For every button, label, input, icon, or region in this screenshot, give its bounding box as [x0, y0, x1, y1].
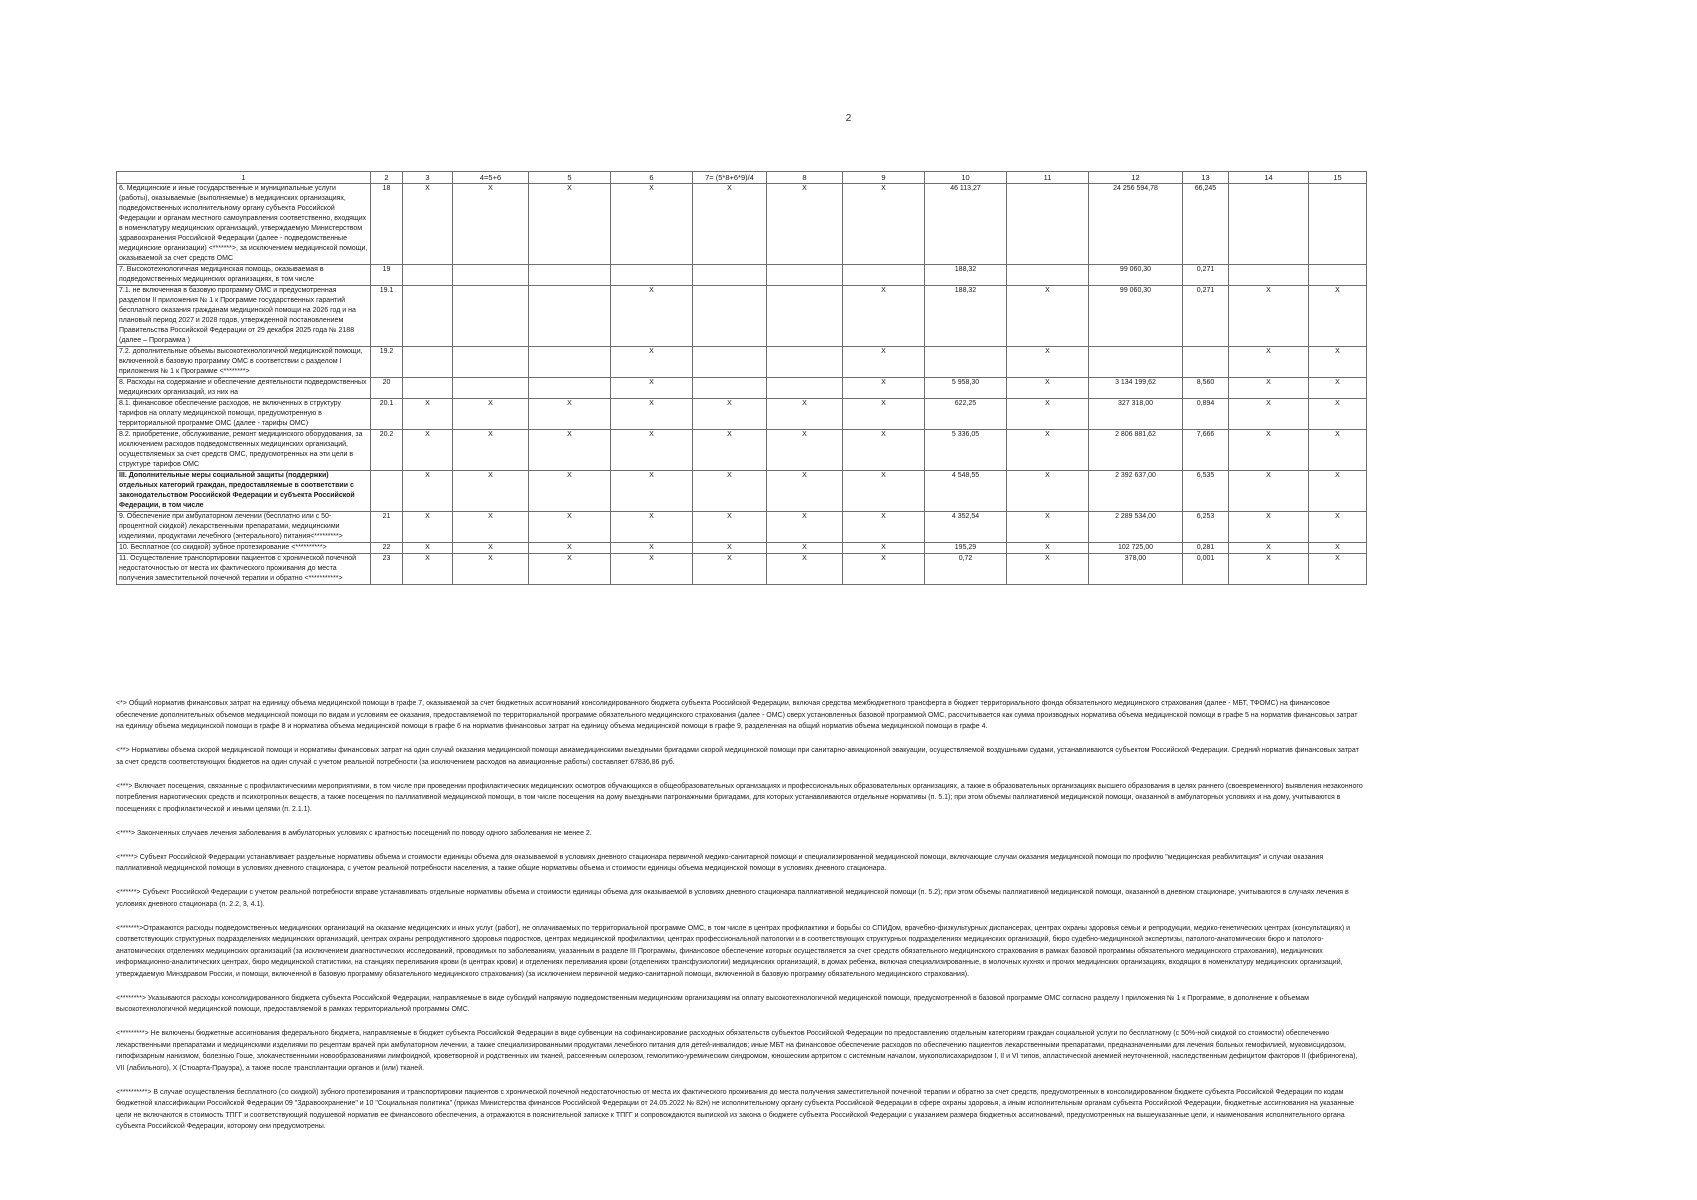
footnote: <**********> В случае осуществления бесплатного (со скидкой) зубного протезирования и транспортировки пациентов с хронической почечной недостаточностью от места их фактического проживания до места получения заместительной почечной терапии и обратно за счет средств, предусмотренных в консолидированном бюджете субъекта Российской Федерации по кодам бюджетной классификации Российской Федерации 09 "Здравоохранение" и 10 "Социальная политика" (приказ Министерства финансов Российской Федерации от 24.05.2022 № 82н) не исполнительному органу субъекта Российской Федерации в сфере охраны здоровья, а иным исполнительным органам субъекта Российской Федерации, бюджетные ассигнования на указанные цели не включаются в стоимость ТПГГ и соответствующий подушевой норматив ее финансового обеспечения, а отражаются в пояснительной записке к ТПГГ и сопровождаются выпиской из закона о бюджете субъекта Российской Федерации с указанием размера бюджетных ассигнований, предусмотренных на вышеуказанные цели, и наименования исполнительного органа субъекта Российской Федерации, которому они предусмотрены. [116, 1088, 1354, 1130]
table-cell: X [693, 543, 767, 554]
table-cell: X [767, 512, 843, 543]
table-cell: 0,271 [1183, 265, 1229, 286]
table-cell: 99 060,30 [1089, 265, 1183, 286]
table-cell: 46 113,27 [925, 184, 1007, 265]
footnote: <****> Законченных случаев лечения заболевания в амбулаторных условиях с кратностью посещений по поводу одного заболевания не менее 2. [116, 829, 592, 837]
table-cell [693, 378, 767, 399]
table-cell: X [403, 543, 453, 554]
table-cell: X [611, 543, 693, 554]
row-description-cell: 7.2. дополнительные объемы высокотехнологичной медицинской помощи, включенной в базовую программу ОМС в соответствии с разделом I приложения № 1 к Программе <********> [117, 347, 371, 378]
column-header: 9 [843, 172, 925, 184]
table-cell: 6,253 [1183, 512, 1229, 543]
table-cell: X [693, 430, 767, 471]
table-cell: 20.2 [371, 430, 403, 471]
table-cell: X [1007, 471, 1089, 512]
row-description-cell: III. Дополнительные меры социальной защиты (поддержки) отдельных категорий граждан, предоставляемые в соответствии с законодательством Российской Федерации и субъекта Российской Федерации, в том числе [117, 471, 371, 512]
table-cell: X [403, 471, 453, 512]
table-cell: 4 548,55 [925, 471, 1007, 512]
table-row [117, 543, 1367, 554]
column-header: 15 [1309, 172, 1367, 184]
table-cell: X [1229, 471, 1309, 512]
table-cell: X [1309, 286, 1367, 347]
table-cell [1007, 184, 1089, 265]
column-header: 2 [371, 172, 403, 184]
table-cell: X [843, 430, 925, 471]
table-cell [403, 265, 453, 286]
table-cell: 2 806 881,62 [1089, 430, 1183, 471]
table-cell: X [1309, 430, 1367, 471]
table-cell: 0,271 [1183, 286, 1229, 347]
table-cell: X [1229, 512, 1309, 543]
footnote: <******> Субъект Российской Федерации с учетом реальной потребности вправе устанавливать отдельные нормативы объема и стоимости единицы объема для оказываемой в условиях дневного стационара паллиативной медицинской помощи (п. 5.2); при этом объемы паллиативной медицинской помощи, оказанной в дневном стационаре, учитываются в случаях лечения в условиях дневного стационара (п. 2.2, 3, 4.1). [116, 889, 1349, 908]
footnote: <********> Указываются расходы консолидированного бюджета субъекта Российской Федерации, направляемые в виде субсидий напрямую подведомственным медицинским организациям на оплату высокотехнологичной медицинской помощи, предусмотренной в базовой программе ОМС согласно разделу I приложения № 1 к Программе, в дополнение к объемам высокотехнологичной медицинской помощи, предоставляемой в рамках территориальной программы ОМС. [116, 994, 1309, 1013]
table-cell: X [693, 554, 767, 585]
table-cell: X [403, 184, 453, 265]
table-cell: X [403, 430, 453, 471]
table-cell: X [453, 184, 529, 265]
table-cell: 19 [371, 265, 403, 286]
table-cell [693, 286, 767, 347]
table-cell: 18 [371, 184, 403, 265]
table-cell: X [529, 512, 611, 543]
row-description-cell: 11. Осуществление транспортировки пациентов с хронической почечной недостаточностью от места их фактического проживания до места получения заместительной почечной терапии и обратно <***********> [117, 554, 371, 585]
table-cell: X [453, 543, 529, 554]
table-row [117, 430, 1367, 471]
table-cell: X [843, 554, 925, 585]
table-cell: X [693, 512, 767, 543]
table-cell: X [453, 399, 529, 430]
row-description-cell: 7.1. не включенная в базовую программу ОМС и предусмотренная разделом II приложения № 1 к Программе государственных гарантий бесплатного оказания гражданам медицинской помощи на 2026 год и на плановый период 2027 и 2028 годов, утвержденной постановлением Правительства Российской Федерации от 29 декабря 2025 года № 2188 (далее – Программа ) [117, 286, 371, 347]
table-cell: X [1007, 378, 1089, 399]
table-cell: X [1007, 512, 1089, 543]
table-cell: X [1007, 399, 1089, 430]
table-cell: 378,00 [1089, 554, 1183, 585]
table-cell: X [1229, 554, 1309, 585]
table-cell: X [843, 378, 925, 399]
table-cell: X [767, 430, 843, 471]
table-cell: X [611, 554, 693, 585]
footnote: <**> Нормативы объема скорой медицинской помощи и нормативы финансовых затрат на один случай оказания медицинской помощи авиамедицинскими выездными бригадами скорой медицинской помощи при санитарно-авиационной эвакуации, осуществляемой воздушными судами, устанавливаются субъектом Российской Федерации. Средний норматив финансовых затрат за счет средств соответствующих бюджетов на один случай с учетом реальной потребности (за исключением расходов на авиационные работы) составляет 67836,86 руб. [116, 747, 1359, 766]
table-cell: X [453, 554, 529, 585]
table-cell: X [767, 554, 843, 585]
table-cell: X [1229, 399, 1309, 430]
table-cell [767, 265, 843, 286]
footnote: <***> Включает посещения, связанные с профилактическими мероприятиями, в том числе при проведении профилактических медицинских осмотров обучающихся в общеобразовательных организациях и профессиональных образовательных организациях, а также в образовательных организациях высшего образования в целях раннего (своевременного) выявления незаконного потребления наркотических средств и психотропных веществ, а также посещения по паллиативной медицинской помощи, в том числе посещения на дому выездными патронажными бригадами, для которых устанавливаются отдельные нормативы (п. 5.1); при этом объемы паллиативной медицинской помощи, оказанной в амбулаторных условиях и на дому, учитываются в посещениях с профилактической и иными целями (п. 2.1.1). [116, 782, 1363, 813]
table-cell [403, 378, 453, 399]
table-cell: 24 256 594,78 [1089, 184, 1183, 265]
row-description-cell: 6. Медицинские и иные государственные и муниципальные услуги (работы), оказываемые (выполняемые) в медицинских организациях, подведомственных исполнительному органу субъекта Российской Федерации и органам местного самоуправления соответственно, входящих в номенклатуру медицинских организаций, утверждаемую Министерством здравоохранения Российской Федерации (далее - подведомственные медицинские организации) <*******>, за исключением медицинской помощи, оказываемой за счет средств ОМС [117, 184, 371, 265]
table-cell [693, 347, 767, 378]
table-cell [767, 378, 843, 399]
table-cell: X [767, 543, 843, 554]
table-cell: X [529, 554, 611, 585]
table-cell: X [1229, 543, 1309, 554]
table-cell: 0,894 [1183, 399, 1229, 430]
table-cell: 99 060,30 [1089, 286, 1183, 347]
table-cell [403, 286, 453, 347]
footnote: <*********> Не включены бюджетные ассигнования федерального бюджета, направляемые в бюджет субъекта Российской Федерации в виде субвенции на софинансирование расходных обязательств субъектов Российской Федерации по предоставлению отдельным категориям граждан социальной услуги по бесплатному (с 50%-ной скидкой со стоимости) обеспечению лекарственными препаратами и медицинскими изделиями по рецептам врачей при амбулаторном лечении, а также специализированными продуктами лечебного питания для детей-инвалидов; иные МБТ на финансовое обеспечение расходов по обеспечению пациентов лекарственными препаратами, предназначенными для лечения больных гемофилией, муковисцидозом, гипофизарным нанизмом, болезнью Гоше, злокачественными новообразованиями лимфоидной, кроветворной и родственных им тканей, рассеянным склерозом, гемолитико-уремическим синдромом, юношеским артритом с системным началом, мукополисахаридозом I, II и VI типов, апластической анемией неуточненной, наследственным дефицитом факторов II (фибриногена), VII (лабильного), X (Стюарта-Прауэра), а также после трансплантации органов и (или) тканей. [116, 1030, 1358, 1072]
table-cell: 5 336,05 [925, 430, 1007, 471]
page-number: 2 [845, 113, 852, 124]
row-description-cell: 9. Обеспечение при амбулаторном лечении (бесплатно или с 50-процентной скидкой) лекарственными препаратами, медицинскими изделиями, продуктами лечебного (энтерального) питания<*********> [117, 512, 371, 543]
table-cell [1229, 184, 1309, 265]
table-cell: 195,29 [925, 543, 1007, 554]
table-cell: X [529, 399, 611, 430]
column-header: 6 [611, 172, 693, 184]
table-cell: 5 958,30 [925, 378, 1007, 399]
table-cell [453, 378, 529, 399]
table-cell [1089, 347, 1183, 378]
table-cell [529, 286, 611, 347]
table-cell: X [1007, 543, 1089, 554]
table-cell [371, 471, 403, 512]
table-row [117, 378, 1367, 399]
table-cell: X [1309, 543, 1367, 554]
table-cell: X [403, 554, 453, 585]
standards-table-container [116, 171, 1366, 585]
table-row [117, 184, 1367, 265]
table-cell: 20.1 [371, 399, 403, 430]
table-cell [925, 347, 1007, 378]
table-cell: X [1309, 347, 1367, 378]
table-cell [529, 347, 611, 378]
row-description-cell: 8. Расходы на содержание и обеспечение деятельности подведомственных медицинских организаций, из них на [117, 378, 371, 399]
footnote: <*******>Отражаются расходы подведомственных медицинских организаций на оказание медицинских и иных услуг (работ), не оплачиваемых по территориальной программе ОМС, в том числе в центрах профилактики и борьбы со СПИДом, врачебно-физкультурных диспансерах, центрах охраны здоровья семьи и репродукции, медико-генетических центрах (консультациях) и соответствующих структурных подразделениях медицинских организаций, центрах охраны репродуктивного здоровья подростков, центрах медицинской профилактики, центрах профессиональной патологии и в соответствующих структурных подразделениях медицинских организаций, бюро судебно-медицинской экспертизы, патолого-анатомических бюро и патолого-анатомических отделениях медицинских организаций (за исключением диагностических исследований, проводимых по заболеваниям, указанным в разделе III Программы, финансовое обеспечение которых осуществляется за счет средств обязательного медицинского страхования в рамках базовой программы обязательного медицинского страхования), медицинских информационно-аналитических центрах, бюро медицинской статистики, на станциях переливания крови (в центрах крови) и отделениях переливания крови (отделениях трансфузиологии) медицинских организаций, в домах ребенка, включая специализированные, в молочных кухнях и прочих медицинских организациях, входящих в номенклатуру медицинских организаций, утверждаемую Минздравом России, и помощи, включенной в базовую программу обязательного медицинского страхования) (за исключением первичной медико-санитарной помощи, включенной в базовую программу обязательного медицинского страхования). [116, 924, 1351, 978]
table-cell: X [1309, 512, 1367, 543]
table-header-row [117, 172, 1367, 184]
table-row [117, 286, 1367, 347]
table-cell: X [1007, 347, 1089, 378]
table-cell: 102 725,00 [1089, 543, 1183, 554]
table-cell [1309, 184, 1367, 265]
row-description-cell: 10. Бесплатное (со скидкой) зубное протезирование <**********> [117, 543, 371, 554]
row-description-cell: 8.1. финансовое обеспечение расходов, не включенных в структуру тарифов на оплату медицинской помощи, предусмотренную в территориальной программе ОМС (далее - тарифы ОМС) [117, 399, 371, 430]
table-cell: X [611, 430, 693, 471]
table-cell [453, 347, 529, 378]
table-cell: X [529, 430, 611, 471]
table-cell: 622,25 [925, 399, 1007, 430]
table-cell [529, 378, 611, 399]
table-cell: 0,281 [1183, 543, 1229, 554]
table-row [117, 554, 1367, 585]
table-cell [529, 265, 611, 286]
table-cell: X [843, 347, 925, 378]
table-row [117, 471, 1367, 512]
column-header: 3 [403, 172, 453, 184]
table-row [117, 399, 1367, 430]
table-cell: X [693, 471, 767, 512]
table-cell: X [843, 543, 925, 554]
table-cell [693, 265, 767, 286]
column-header: 1 [117, 172, 371, 184]
table-cell: X [693, 184, 767, 265]
table-cell: 21 [371, 512, 403, 543]
table-cell: X [843, 471, 925, 512]
row-description-cell: 8.2. приобретение, обслуживание, ремонт медицинского оборудования, за исключением расходов подведомственных медицинских организаций, осуществляемых за счет средств ОМС, предусмотренных на эти цели в структуре тарифов ОМС [117, 430, 371, 471]
column-header: 7= (5*8+6*9)/4 [693, 172, 767, 184]
table-cell: X [611, 512, 693, 543]
column-header: 10 [925, 172, 1007, 184]
table-cell: X [453, 430, 529, 471]
table-cell: 22 [371, 543, 403, 554]
table-cell: 7,666 [1183, 430, 1229, 471]
column-header: 8 [767, 172, 843, 184]
footnote: <*****> Субъект Российской Федерации устанавливает раздельные нормативы объема и стоимости единицы объема для оказываемой в условиях дневного стационара первичной медико-санитарной помощи и специализированной медицинской помощи, включающие случаи оказания медицинской помощи по профилю "медицинская реабилитация" и случаи оказания паллиативной медицинской помощи в условиях дневного стационара, с учетом реальной потребности населения, а также общие нормативы объема и стоимости единицы объема медицинской помощи в условиях дневного стационара. [116, 853, 1324, 872]
table-cell: 20 [371, 378, 403, 399]
table-row [117, 512, 1367, 543]
table-cell: X [611, 399, 693, 430]
column-header: 5 [529, 172, 611, 184]
table-cell: 0,001 [1183, 554, 1229, 585]
table-cell: 6,535 [1183, 471, 1229, 512]
table-cell: X [611, 347, 693, 378]
column-header: 4=5+6 [453, 172, 529, 184]
table-cell [453, 265, 529, 286]
table-cell [1309, 265, 1367, 286]
table-cell: 19.2 [371, 347, 403, 378]
table-cell: 3 134 199,62 [1089, 378, 1183, 399]
column-header: 11 [1007, 172, 1089, 184]
table-cell: X [529, 184, 611, 265]
table-cell: X [1007, 554, 1089, 585]
table-cell: X [1229, 430, 1309, 471]
table-cell [767, 286, 843, 347]
table-cell: X [693, 399, 767, 430]
table-cell: 0,72 [925, 554, 1007, 585]
table-cell [843, 265, 925, 286]
table-cell [1183, 347, 1229, 378]
table-cell: 188,32 [925, 286, 1007, 347]
table-row [117, 347, 1367, 378]
table-cell: X [1309, 399, 1367, 430]
table-cell: X [843, 512, 925, 543]
column-header: 12 [1089, 172, 1183, 184]
column-header: 14 [1229, 172, 1309, 184]
table-cell: 19.1 [371, 286, 403, 347]
table-cell [1007, 265, 1089, 286]
table-cell: X [1229, 286, 1309, 347]
table-cell: X [611, 471, 693, 512]
footnote: <*> Общий норматив финансовых затрат на единицу объема медицинской помощи в графе 7, оказываемой за счет бюджетных ассигнований консолидированного бюджета субъекта Российской Федерации, включая средства межбюджетного трансферта в бюджет территориального фонда обязательного медицинского страхования (далее - МБТ, ТФОМС) на финансовое обеспечение дополнительных объемов медицинской помощи по видам и условиям ее оказания, предоставляемой по территориальной программе обязательного медицинского страхования (далее - ОМС) сверх установленных базовой программой ОМС, рассчитывается как сумма производных норматива объема медицинской помощи в графе 5 на норматив финансовых затрат на единицу объема медицинской помощи в графе 8 и норматива объема медицинской помощи в графе 6 на норматив финансовых затрат на единицу объема медицинской помощи в графе 9, разделенная на общий норматив объема медицинской помощи в графе 4. [116, 700, 1358, 730]
table-cell: 327 318,00 [1089, 399, 1183, 430]
table-cell: X [453, 471, 529, 512]
table-cell: 4 352,54 [925, 512, 1007, 543]
table-cell: X [1309, 471, 1367, 512]
column-header: 13 [1183, 172, 1229, 184]
standards-table [116, 171, 1367, 585]
table-cell: X [453, 512, 529, 543]
row-description-cell: 7. Высокотехнологичная медицинская помощь, оказываемая в подведомственных медицинских организациях, в том числе [117, 265, 371, 286]
table-cell: X [1007, 430, 1089, 471]
table-cell: 23 [371, 554, 403, 585]
table-cell: X [1007, 286, 1089, 347]
table-cell: X [767, 399, 843, 430]
table-cell [611, 265, 693, 286]
table-cell [1229, 265, 1309, 286]
table-cell: X [1309, 378, 1367, 399]
table-cell: X [1309, 554, 1367, 585]
table-cell: X [403, 399, 453, 430]
table-cell: 2 289 534,00 [1089, 512, 1183, 543]
table-cell: X [843, 184, 925, 265]
table-cell: X [611, 286, 693, 347]
table-cell: X [843, 286, 925, 347]
table-body [117, 184, 1367, 585]
table-cell: X [611, 184, 693, 265]
table-cell: X [767, 471, 843, 512]
table-cell: 66,245 [1183, 184, 1229, 265]
table-cell: X [611, 378, 693, 399]
table-cell: X [529, 543, 611, 554]
table-cell: X [1229, 347, 1309, 378]
table-cell: 188,32 [925, 265, 1007, 286]
table-cell: X [767, 184, 843, 265]
table-cell: 2 392 637,00 [1089, 471, 1183, 512]
table-cell: 8,560 [1183, 378, 1229, 399]
table-cell: X [843, 399, 925, 430]
table-cell [453, 286, 529, 347]
table-cell: X [403, 512, 453, 543]
table-row [117, 265, 1367, 286]
footnotes-section [116, 698, 1366, 1145]
table-cell [403, 347, 453, 378]
table-cell: X [529, 471, 611, 512]
table-cell [767, 347, 843, 378]
table-cell: X [1229, 378, 1309, 399]
